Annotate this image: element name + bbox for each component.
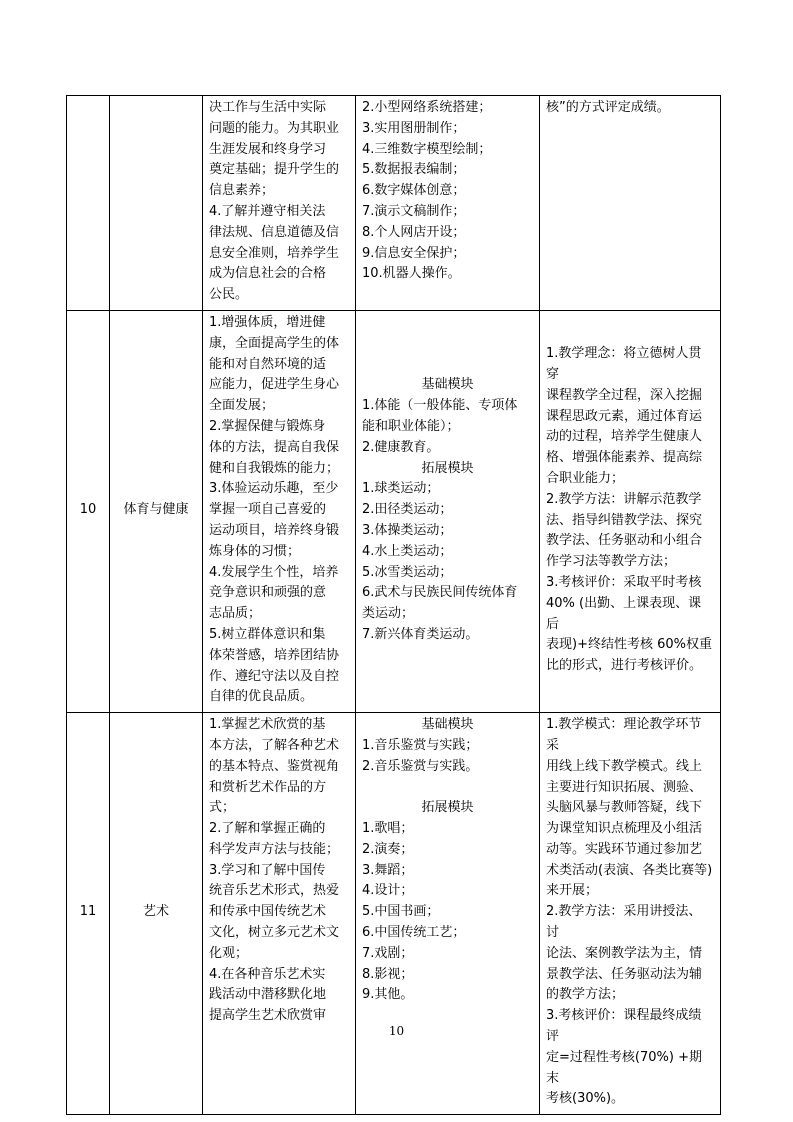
method-line: 考核(30%)。 [546,1091,625,1107]
content-line: 7.戏剧； [362,945,414,961]
goal-line: 和传承中国传统艺术 [209,904,327,920]
content-line: 2.小型网络系统搭建； [362,100,492,115]
method-line: 论法、案例教学法为主，情 [546,945,703,961]
method-line: 作学习法等教学方法； [546,554,677,570]
content-line: 2.田径类运动； [362,502,453,518]
goal-line: 体的方法，提高自我保 [209,439,340,455]
goal-line: 奠定基础；提升学生的 [209,162,340,178]
goal-line: 4.在各种音乐艺术实 [209,966,326,982]
course-name-cell: 体育与健康 [110,310,203,712]
content-spacer [362,778,533,799]
goal-line: 作、遵纪守法以及自控 [209,668,340,684]
method-line: 动等。实践环节通过参加艺 [546,841,703,857]
content-line: 7.新兴体育类运动。 [362,626,479,642]
course-goals-cell [203,96,356,311]
method-line: 主要进行知识拓展、测验、 [546,779,703,795]
goal-line: 3.学习和了解中国传 [209,862,326,878]
goal-line: 炼身体的习惯； [209,543,301,559]
module-heading: 拓展模块 [421,460,474,476]
table-row [67,310,721,712]
content-line: 6.数字媒体创意； [362,183,466,199]
goal-line: 化观； [209,945,249,961]
goal-line: 践活动中潜移默化地 [209,987,327,1003]
method-line: 的教学方法； [546,987,625,1003]
method-line: 比的形式，进行考核评价。 [546,658,703,674]
goal-line: 2.了解和掌握正确的 [209,821,326,837]
goal-line: 应能力，促进学生身心 [209,377,340,393]
goal-line: 1.掌握艺术欣赏的基 [209,717,326,733]
method-line: 定=过程性考核(70%) +期末 [546,1049,702,1086]
method-line: 教学法、任务驱动和小组合 [546,533,703,549]
goal-line: 1.增强体质，增进健 [209,314,326,330]
content-line: 3.体操类运动； [362,522,453,538]
content-line: 能和职业体能）； [362,418,460,434]
goal-line: 信息素养； [209,183,275,199]
goal-line: 成为信息社会的合格 [209,266,327,282]
method-line: 法、指导纠错教学法、探究 [546,512,703,528]
method-line: 核”的方式评定成绩。 [546,100,670,115]
method-line: 3.考核评价：采取平时考核 [546,574,702,590]
content-line: 5.冰雪类运动； [362,564,453,580]
method-line: 2.教学方法：讲解示范教学 [546,491,702,507]
goal-line: 息安全准则，培养学生 [209,245,340,261]
content-line: 4.设计； [362,883,414,899]
goal-line: 本方法，了解各种艺术 [209,737,340,753]
goal-line: 式； [209,800,236,816]
goal-line: 和赏析艺术作品的方 [209,779,327,795]
content-line: 4.三维数字模型绘制； [362,141,492,157]
method-line: 为课堂知识点梳理及小组活 [546,821,703,837]
method-line: 来开展； [546,883,599,899]
content-line: 4.水上类运动； [362,543,453,559]
goal-line: 全面发展； [209,398,275,414]
course-number-cell [67,96,110,311]
goal-line: 提高学生艺术欣赏审 [209,1008,327,1024]
goal-line: 公民。 [209,287,249,303]
content-line: 6.武术与民族民间传统体育 [362,585,518,601]
course-content-cell [356,96,540,311]
table-row [67,96,721,311]
goal-line: 文化，树立多元艺术文 [209,925,340,941]
method-line: 合职业能力； [546,470,625,486]
method-line: 40% (出勤、上课表现、课后 [546,595,702,632]
content-line: 8.个人网店开设； [362,224,466,240]
method-line: 表现)+终结性考核 60%权重 [546,637,712,653]
method-line: 课程思政元素，通过体育运 [546,408,703,424]
content-line: 6.中国传统工艺； [362,925,466,941]
method-line: 格、增强体能素养、提高综 [546,450,703,466]
content-line: 1.球类运动； [362,481,440,497]
goal-line: 问题的能力。为其职业 [209,120,340,136]
table-row [67,713,721,1115]
course-content-cell [356,713,540,1115]
content-line: 9.其他。 [362,987,414,1003]
method-line: 3.考核评价：课程最终成绩评 [546,1008,702,1045]
content-line: 2.健康教育。 [362,439,440,455]
method-line: 动的过程，培养学生健康人 [546,429,703,445]
method-line: 头脑风暴与教师答疑，线下 [546,800,703,816]
goal-line: 自律的优良品质。 [209,689,314,705]
method-line: 1.教学模式：理论教学环节采 [546,717,702,753]
goal-line: 统音乐艺术形式，热爱 [209,883,340,899]
goal-line: 体荣誉感，培养团结协 [209,647,340,663]
goal-line: 4.发展学生个性，培养 [209,564,339,580]
goal-line: 能和对自然环境的适 [209,356,327,372]
content-line: 2.音乐鉴赏与实践。 [362,758,479,774]
method-line: 景教学法、任务驱动法为辅 [546,966,703,982]
goal-line: 3.体验运动乐趣，至少 [209,481,339,497]
content-line: 3.实用图册制作； [362,120,466,136]
course-number-cell: 10 [67,310,110,712]
course-methods-cell [540,310,721,712]
method-line: 2.教学方法：采用讲授法、讨 [546,904,702,941]
page-number: 10 [388,1024,405,1038]
method-line: 课程教学全过程，深入挖掘 [546,387,703,403]
goal-line: 科学发声方法与技能； [209,841,340,857]
content-line: 2.演奏； [362,841,414,857]
goal-line: 志品质； [209,606,262,622]
course-goals-cell [203,713,356,1115]
goal-line: 健和自我锻炼的能力； [209,460,340,476]
course-name-cell: 艺术 [110,713,203,1115]
content-line: 10.机器人操作。 [362,266,461,282]
content-line: 9.信息安全保护； [362,245,466,261]
content-line: 7.演示文稿制作； [362,203,466,219]
content-line: 1.歌唱； [362,821,414,837]
method-line: 用线上线下教学模式。线上 [546,758,703,774]
goal-line: 康，全面提高学生的体 [209,335,340,351]
content-line: 1.音乐鉴赏与实践； [362,737,479,753]
module-heading: 基础模块 [421,717,474,733]
content-line: 类运动； [362,606,415,622]
content-line: 5.数据报表编制； [362,162,466,178]
goal-line: 运动项目，培养终身锻 [209,522,340,538]
goal-line: 2.掌握保健与锻炼身 [209,418,326,434]
module-heading: 拓展模块 [421,800,474,816]
goal-line: 竞争意识和顽强的意 [209,585,327,601]
course-name-cell [110,96,203,311]
content-line: 8.影视； [362,966,414,982]
goal-line: 掌握一项自己喜爱的 [209,502,327,518]
course-content-cell [356,310,540,712]
course-methods-cell [540,713,721,1115]
goal-line: 生涯发展和终身学习 [209,141,327,157]
course-number-cell: 11 [67,713,110,1115]
method-line: 术类活动(表演、各类比赛等) [546,862,713,878]
goal-line: 5.树立群体意识和集 [209,626,326,642]
goal-line: 决工作与生活中实际 [209,100,327,115]
goal-line: 4.了解并遵守相关法 [209,203,326,219]
course-goals-cell [203,310,356,712]
goal-line: 律法规、信息道德及信 [209,224,340,240]
goal-line: 的基本特点、鉴赏视角 [209,758,340,774]
course-methods-cell [540,96,721,311]
content-line: 5.中国书画； [362,904,440,920]
module-heading: 基础模块 [421,377,474,393]
content-line: 1.体能（一般体能、专项体 [362,398,518,414]
method-line: 1.教学理念：将立德树人贯穿 [546,346,702,382]
course-table [66,95,721,1115]
content-line: 3.舞蹈； [362,862,414,878]
